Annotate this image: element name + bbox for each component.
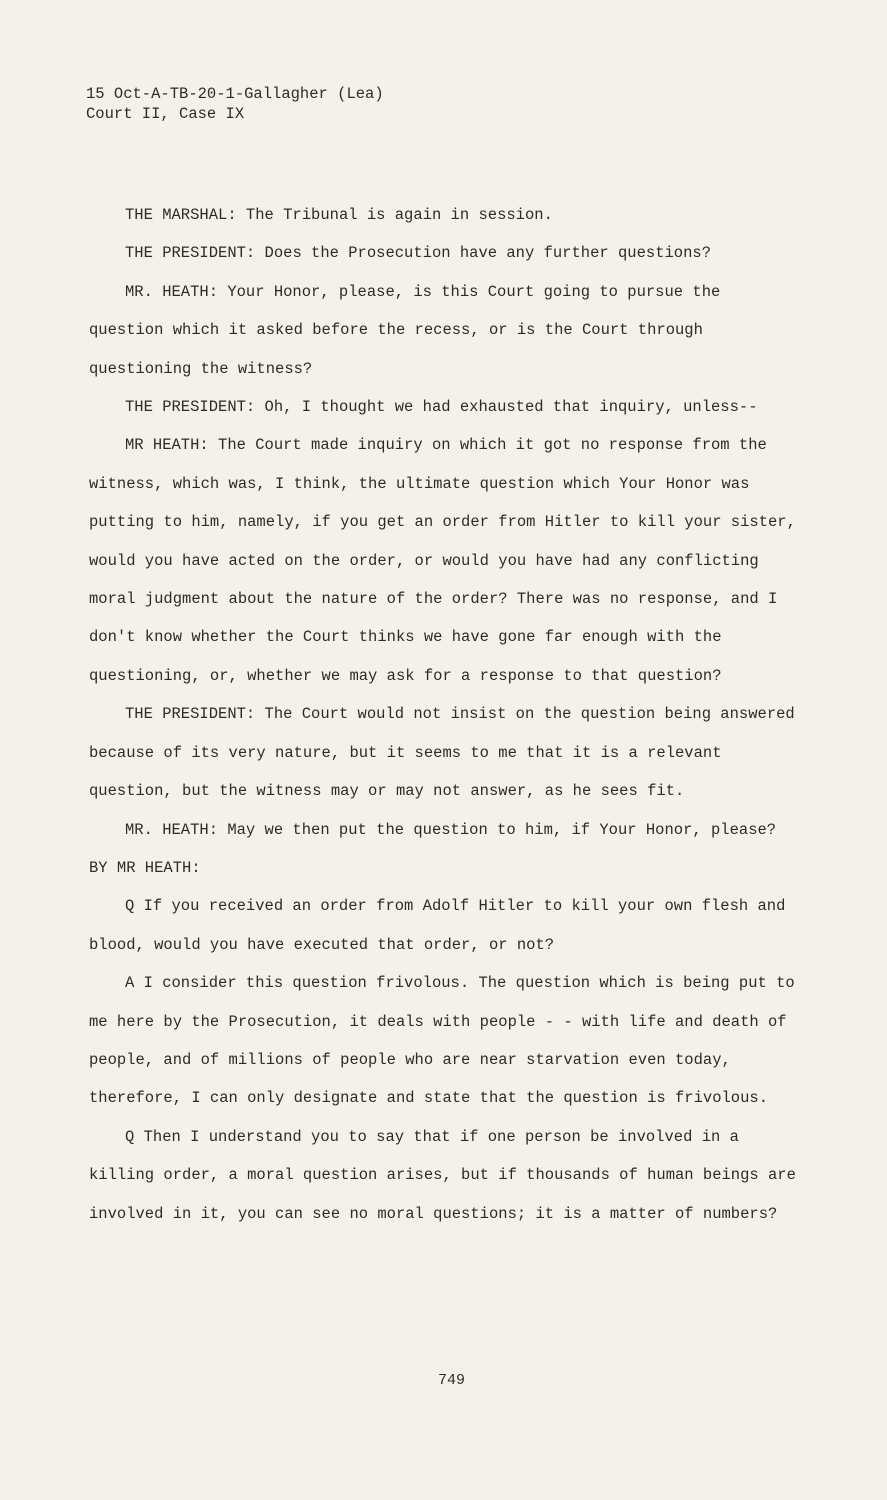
speaker-label: THE PRESIDENT: [125, 398, 256, 417]
speaker-label: MR. HEATH: [125, 282, 219, 301]
header-line-1: 15 Oct-A-TB-20-1-Gallagher (Lea) [86, 85, 384, 103]
paragraph-text: The Court would not insist on the question being answered because of its very nature, but it seems to me that it is a relevant question, but the witness may or may not answer, as he sees fit. [89, 705, 795, 801]
transcript-paragraph [89, 695, 799, 810]
speaker-label: MR HEATH: [125, 436, 209, 455]
page-number: 749 [438, 1372, 466, 1389]
question-answer: Q Then I understand you to say that if one person be involved in a killing order, a moral question arises, but if thousands of human beings are involved in it, you can see no moral questions; it is a matter of numbers? [89, 1127, 796, 1223]
transcript-paragraph [89, 234, 799, 272]
document-header [86, 84, 384, 124]
question-answer: Q If you received an order from Adolf Hitler to kill your own flesh and blood, would you have executed that order, or not? [89, 897, 786, 954]
transcript-paragraph [89, 811, 799, 849]
speaker-label: MR. HEATH: [125, 820, 219, 839]
paragraph-text: The Tribunal is again in session. [236, 206, 553, 224]
paragraph-text: May we then put the question to him, if Your Honor, please? [218, 820, 777, 839]
transcript-paragraph [89, 426, 799, 695]
question-answer: A I consider this question frivolous. The question which is being put to me here by the Prosecution, it deals with people - - with life and death of people, and of millions of people who are near starvation even today, therefore, I can only designate and state that the question is frivolous. [89, 974, 795, 1108]
speaker-label: THE PRESIDENT: [125, 705, 256, 724]
speaker-label: THE MARSHAL: [125, 206, 237, 224]
by-line: BY MR HEATH: [89, 858, 201, 877]
paragraph-text: The Court made inquiry on which it got no response from the witness, which was, I think, the ultimate question which Your Honor was putting to him, namely, if you get an order from Hitler to kill your sister, would you have acted on the order, or would you have had any conflicting moral judgment about the nature of the order? There was no response, and I don't know whether the Court thinks we have gone far enough with the questioning, or, whether we may ask for a response to that question? [89, 436, 796, 685]
transcript-body [89, 196, 799, 1233]
paragraph-text: Your Honor, please, is this Court going to pursue the question which it asked before the recess, or is the Court through questioning the witness? [89, 282, 721, 378]
paragraph-text: Does the Prosecution have any further questions? [255, 244, 712, 263]
speaker-label: THE PRESIDENT: [125, 244, 256, 263]
paragraph-text: Oh, I thought we had exhausted that inquiry, unless-- [255, 398, 758, 417]
transcript-paragraph [89, 388, 799, 426]
transcript-paragraph [89, 196, 799, 234]
transcript-paragraph [89, 273, 799, 388]
header-line-2: Court II, Case IX [86, 105, 245, 123]
